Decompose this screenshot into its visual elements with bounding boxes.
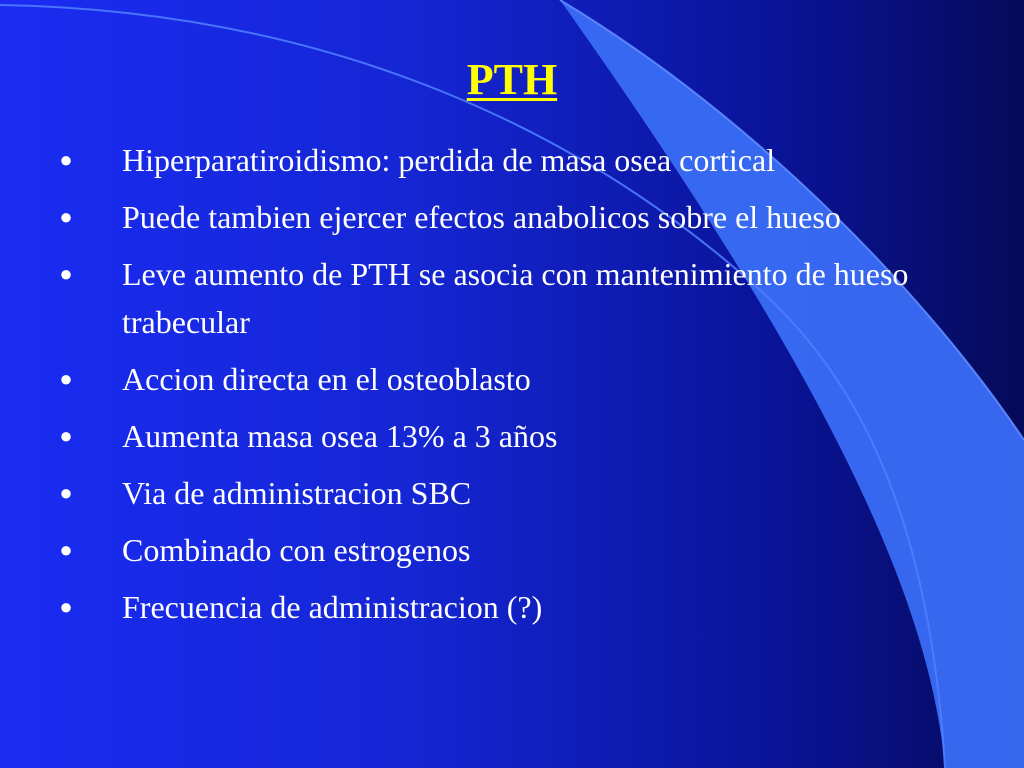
bullet-text: Leve aumento de PTH se asocia con mantenimiento de hueso trabecular: [122, 256, 909, 340]
bullet-text: Accion directa en el osteoblasto: [122, 361, 531, 397]
bullet-dot-icon: ●: [59, 480, 73, 505]
bullet-item: [56, 526, 956, 574]
bullet-text: Puede tambien ejercer efectos anabolicos sobre el hueso: [122, 199, 841, 235]
slide-title: PTH: [466, 55, 558, 104]
bullet-dot-icon: ●: [59, 204, 73, 229]
bullet-text: Aumenta masa osea 13% a 3 años: [122, 418, 558, 454]
bullet-dot-icon: ●: [59, 261, 73, 286]
bullet-dot-icon: ●: [59, 594, 73, 619]
bullet-item: [56, 136, 956, 184]
bullet-item: [56, 193, 956, 241]
bullet-text: Via de administracion SBC: [122, 475, 472, 511]
bullet-dot-icon: ●: [59, 147, 73, 172]
bullet-text: Hiperparatiroidismo: perdida de masa osea cortical: [122, 142, 776, 178]
bullet-dot-icon: ●: [59, 423, 73, 448]
bullet-text: Frecuencia de administracion (?): [122, 589, 543, 625]
bullet-item: [56, 583, 956, 631]
bullet-text: Combinado con estrogenos: [122, 532, 471, 568]
bullet-item: [56, 250, 956, 346]
bullet-item: [56, 355, 956, 403]
bullet-item: [56, 412, 956, 460]
bullet-dot-icon: ●: [59, 537, 73, 562]
bullet-item: [56, 469, 956, 517]
bullet-dot-icon: ●: [59, 366, 73, 391]
bullet-list: [56, 136, 956, 640]
